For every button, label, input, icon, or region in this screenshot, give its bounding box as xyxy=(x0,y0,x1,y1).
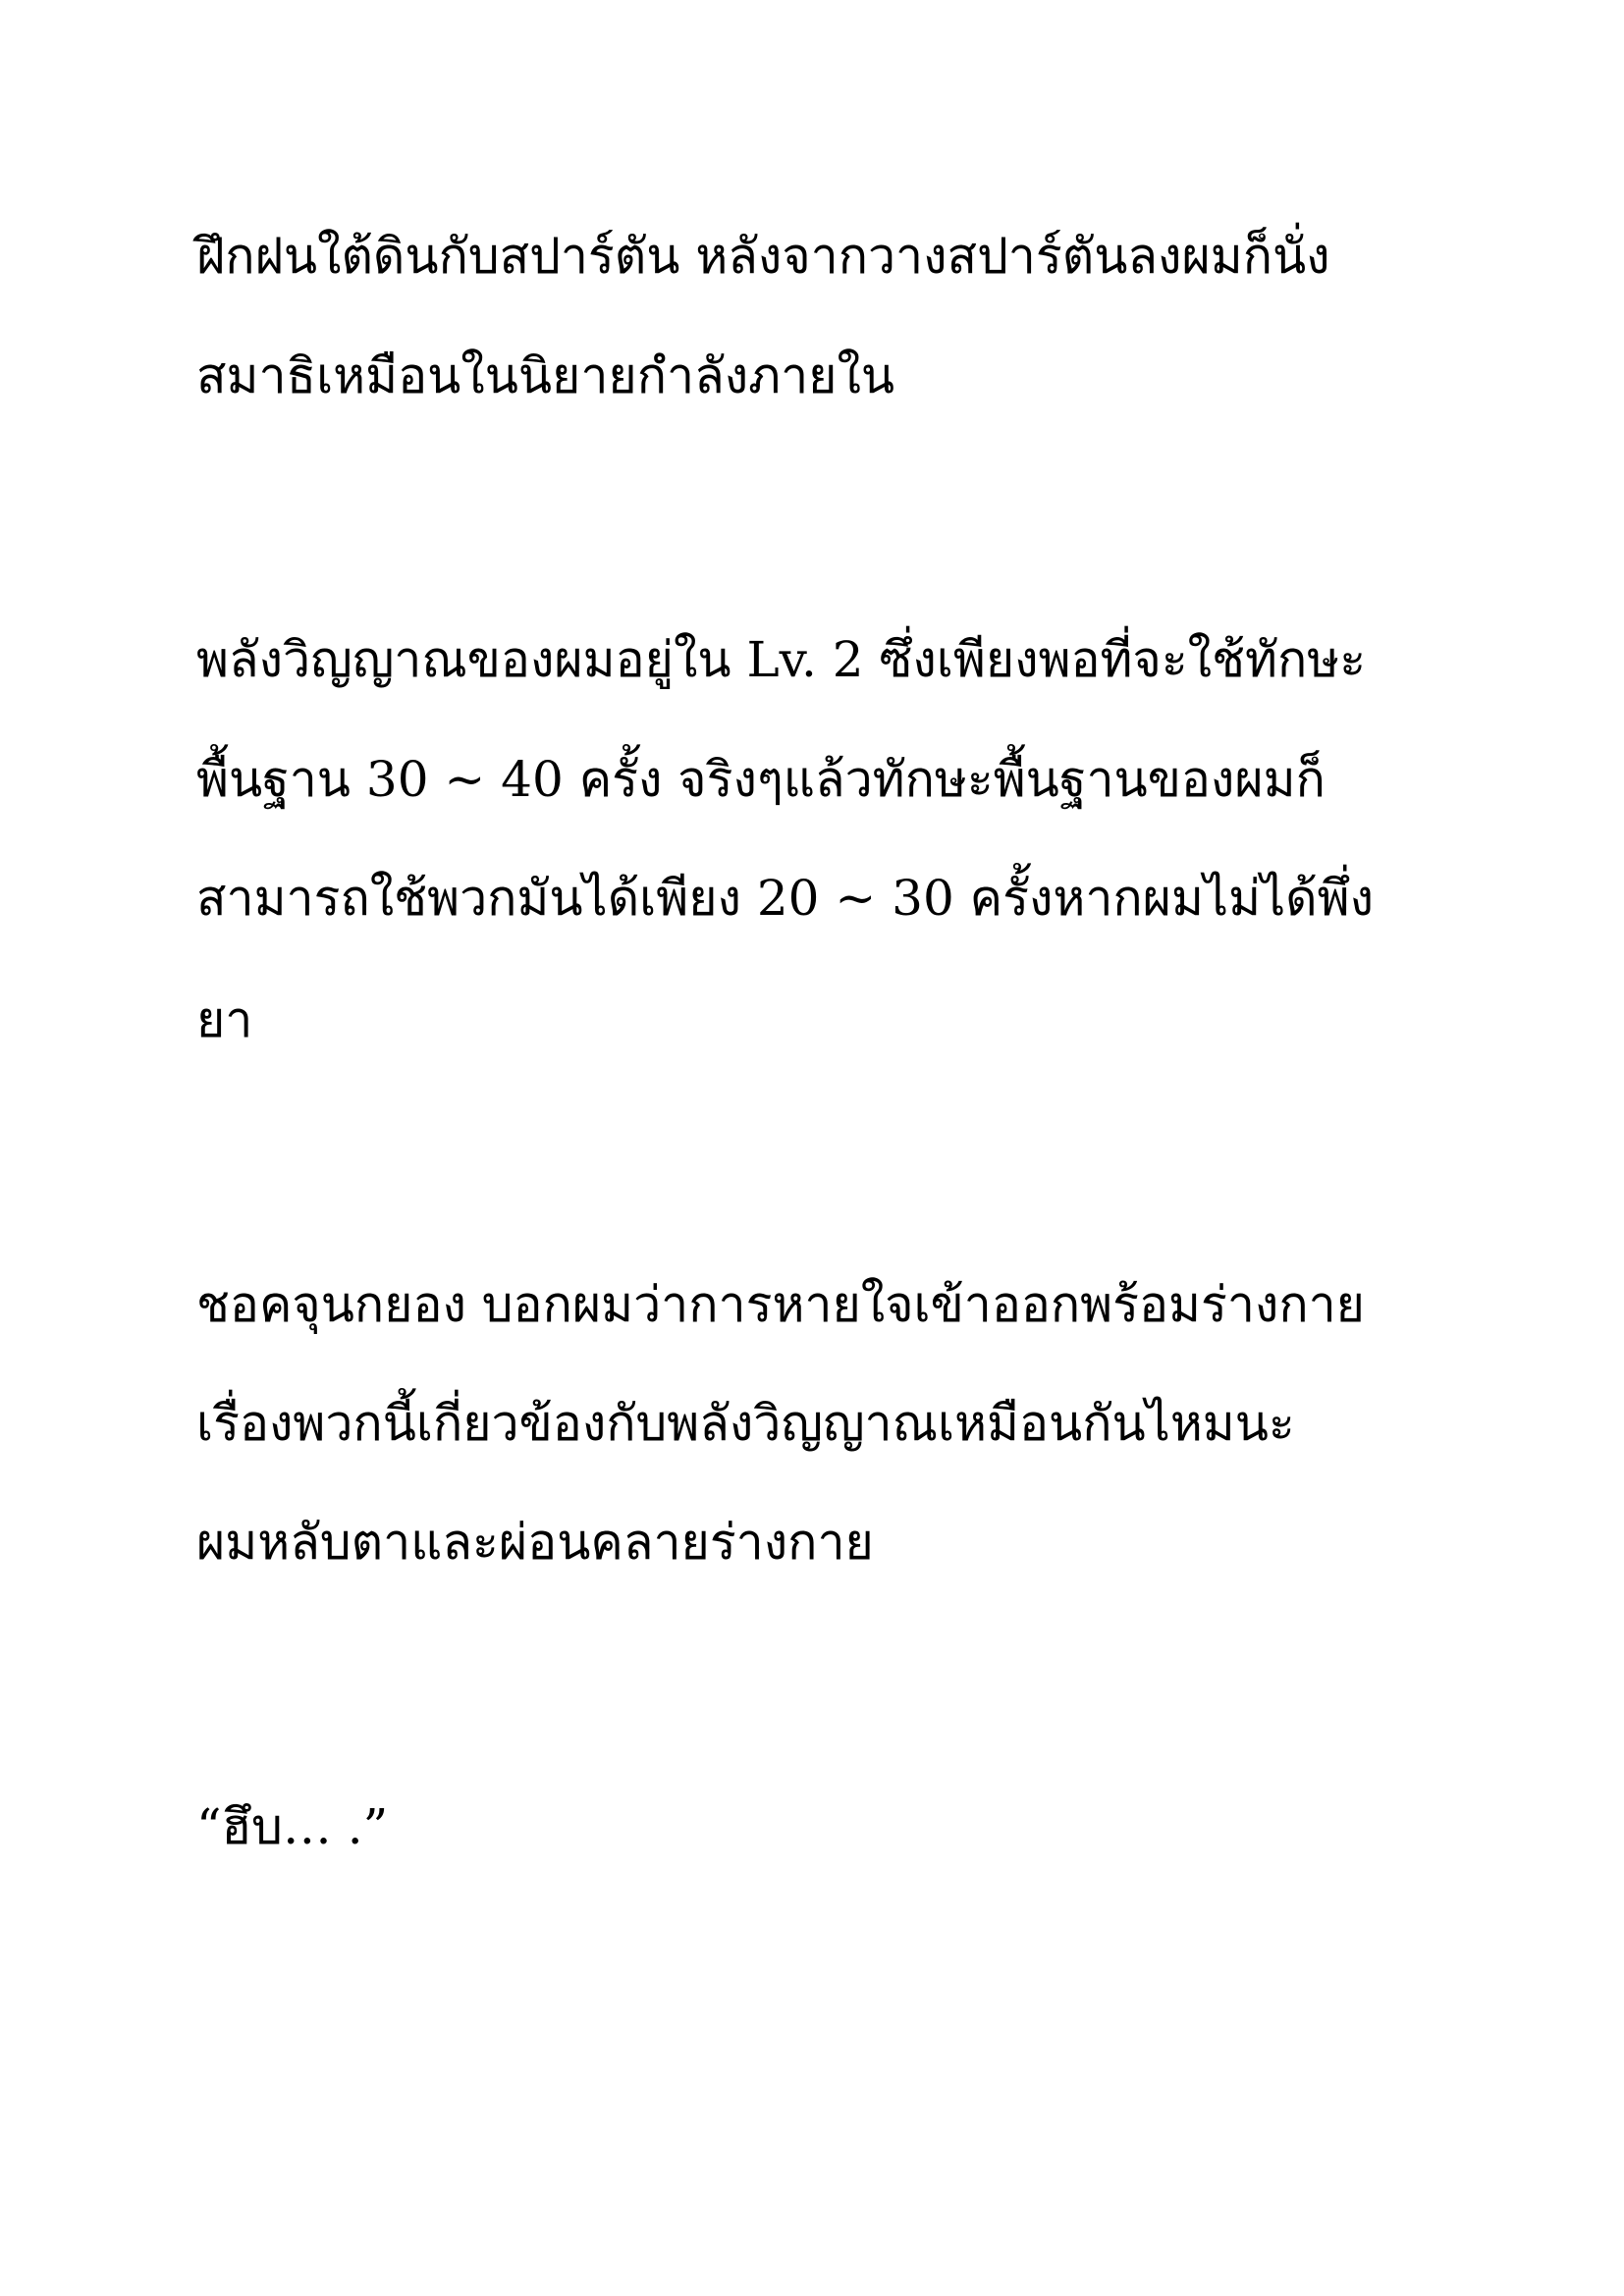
text-line: สามารถใช้พวกมันได้เพียง 20 ~ 30 ครั้งหากผมไม่ได้พึ่ง xyxy=(196,870,1375,927)
text-line: ฝึกฝนใต้ดินกับสปาร์ตัน หลังจากวางสปาร์ตันลงผมก็นั่ง xyxy=(196,228,1330,285)
text-line: สมาธิเหมือนในนิยายกำลังภายใน xyxy=(196,347,895,404)
text-line: เรื่องพวกนี้เกี่ยวข้องกับพลังวิญญาณเหมือนกันไหมนะ xyxy=(196,1395,1295,1452)
text-line: ชอคจุนกยอง บอกผมว่าการหายใจเข้าออกพร้อมร่างกาย xyxy=(196,1276,1365,1333)
text-line: พลังวิญญาณของผมอยู่ใน Lv. 2 ซึ่งเพียงพอที่จะใช้ทักษะ xyxy=(196,631,1367,688)
text-line: พื้นฐาน 30 ~ 40 ครั้ง จริงๆแล้วทักษะพื้นฐานของผมก็ xyxy=(196,751,1326,808)
text-line: ยา xyxy=(196,991,253,1048)
text-line: ผมหลับตาและผ่อนคลายร่างกาย xyxy=(196,1514,874,1571)
dialogue-line: “ฮึบ… .” xyxy=(196,1798,389,1855)
